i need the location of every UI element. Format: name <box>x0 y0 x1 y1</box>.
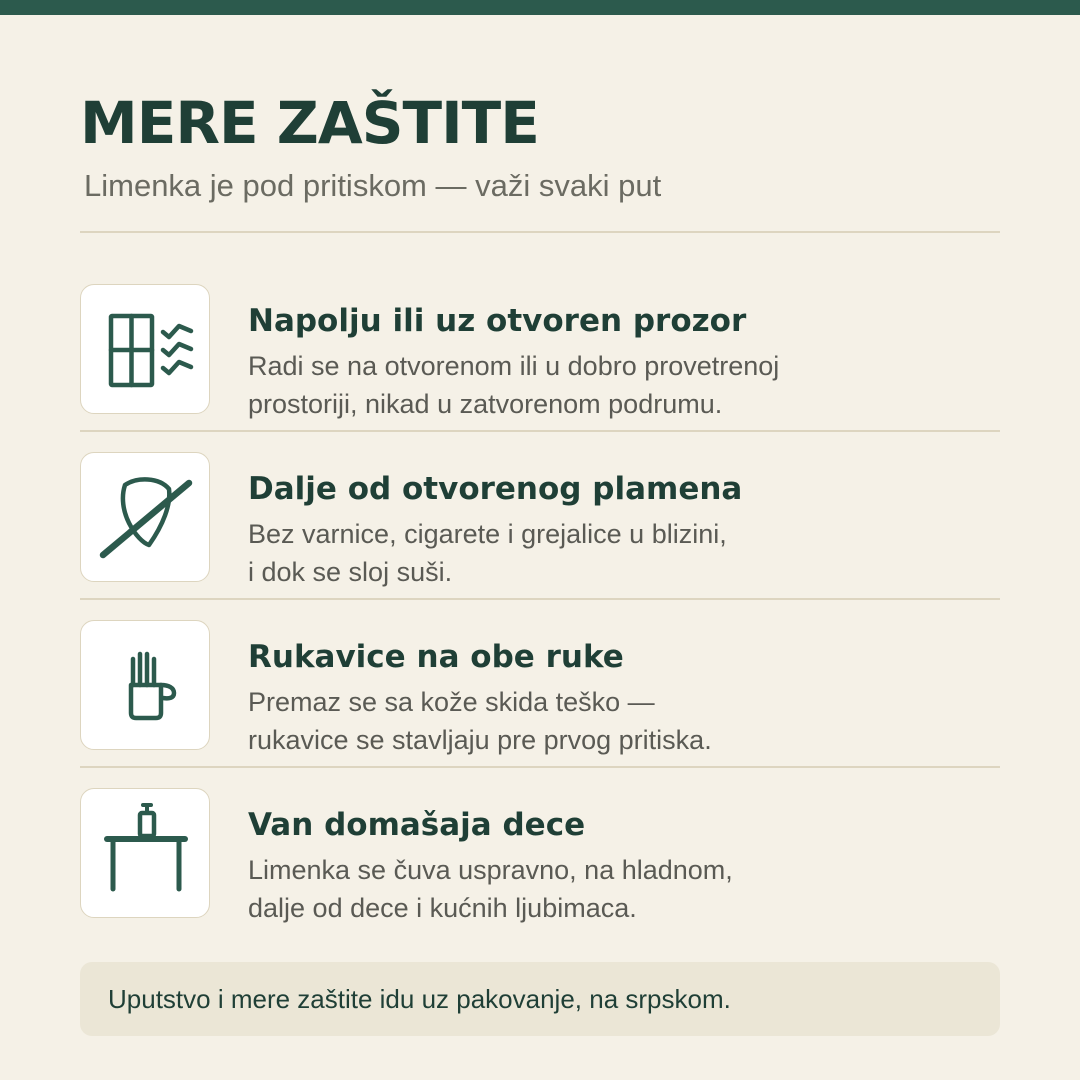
item-description-line: prostoriji, nikad u zatvorenom podrumu. <box>248 389 723 419</box>
icon-box <box>80 788 210 918</box>
safety-item-children <box>80 788 1000 956</box>
item-title: Napolju ili uz otvoren prozor <box>248 303 747 339</box>
item-description-line: dalje od dece i kućnih ljubimaca. <box>248 893 637 923</box>
footer-note <box>80 962 1000 1036</box>
item-title: Rukavice na obe ruke <box>248 639 624 675</box>
window-ventilation-icon <box>81 285 211 415</box>
item-description-line: Bez varnice, cigarete i grejalice u blizini, <box>248 519 727 549</box>
no-flame-icon <box>81 453 211 583</box>
safety-item-no-flame <box>80 452 1000 620</box>
safety-item-ventilation <box>80 284 1000 452</box>
item-title: Dalje od otvorenog plamena <box>248 471 743 507</box>
icon-box <box>80 284 210 414</box>
footer-text: Uputstvo i mere zaštite idu uz pakovanje, na srpskom. <box>108 984 731 1014</box>
item-description <box>248 347 888 423</box>
safety-item-gloves <box>80 620 1000 788</box>
item-title: Van domašaja dece <box>248 807 586 843</box>
page-subtitle: Limenka je pod pritiskom — važi svaki put <box>84 168 662 203</box>
item-description <box>248 683 888 759</box>
item-divider <box>80 598 1000 600</box>
item-divider <box>80 430 1000 432</box>
item-description-line: Premaz se sa kože skida teško — <box>248 687 655 717</box>
page-title: MERE ZAŠTITE <box>80 89 539 157</box>
item-description <box>248 515 888 591</box>
item-description-line: Limenka se čuva uspravno, na hladnom, <box>248 855 733 885</box>
top-accent-bar <box>0 0 1080 15</box>
can-on-shelf-icon <box>81 789 211 919</box>
icon-box <box>80 452 210 582</box>
item-description <box>248 851 888 927</box>
icon-box <box>80 620 210 750</box>
item-description-line: i dok se sloj suši. <box>248 557 453 587</box>
item-divider <box>80 766 1000 768</box>
item-description-line: rukavice se stavljaju pre prvog pritiska. <box>248 725 712 755</box>
header-divider <box>80 231 1000 233</box>
item-description-line: Radi se na otvorenom ili u dobro provetrenoj <box>248 351 780 381</box>
glove-icon <box>81 621 211 751</box>
